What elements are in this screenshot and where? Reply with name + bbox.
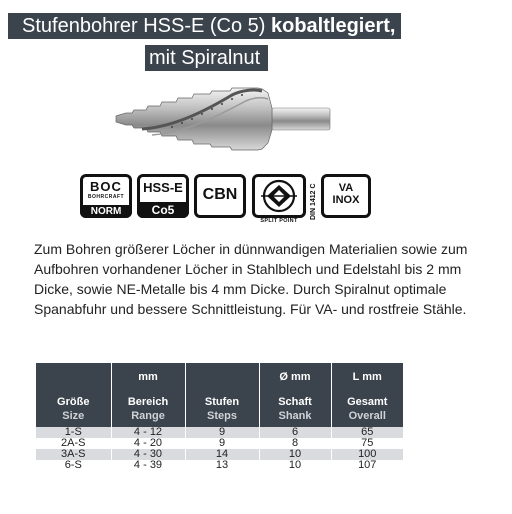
norm-text: NORM [80,205,132,218]
split-point-badge [252,174,306,218]
table-cell: 2A-S [36,438,111,449]
table-cell: 13 [185,460,259,471]
table-cell: 100 [331,449,403,460]
title-bold: kobaltlegiert, [271,15,396,37]
title-line-2: mit Spiralnut [145,45,268,71]
table-cell: 6 [259,427,331,438]
split-point-icon [255,177,303,215]
header-en: Shank [278,410,312,422]
table-cell: 75 [331,438,403,449]
unit-cell: L mm [331,363,403,391]
table-cell: 6-S [36,460,111,471]
table-cell: 10 [259,460,331,471]
table-row [36,460,403,471]
va-text: VA [338,182,354,194]
header-row [36,391,403,427]
title-line-1 [8,13,401,39]
header-overall [331,391,403,427]
product-description: Zum Bohren größerer Löcher in dünnwandigen Materialien sowie zum Aufbohren vorhandener Löcher in Stahlblech und Edelstahl bis 2 mm Dicke, sowie NE-Metalle bis 4 mm Dicke. Durch Spiralnut optimale Spanabfuhr und bessere Schnittleistung. Für VA- und rostfreie Stähle. [34,241,468,317]
header-steps [185,391,259,427]
din-1412c-label [308,176,318,220]
din-text: DIN 1412 C [310,183,317,220]
table-cell: 3A-S [36,449,111,460]
unit-cell [185,363,259,391]
spec-table [36,363,403,471]
unit-row [36,363,403,391]
hss-e-badge [137,174,189,218]
table-cell: 4 - 12 [111,427,185,438]
title-regular: Stufenbohrer HSS-E (Co 5) [22,15,271,37]
table-cell: 8 [259,438,331,449]
header-de: Bereich [127,396,169,408]
header-de: Größe [57,396,90,408]
table-cell: 4 - 30 [111,449,185,460]
inox-text: INOX [332,194,360,206]
va-inox-badge [321,174,371,218]
table-cell: 107 [331,460,403,471]
hss-e-text: HSS-E [143,180,183,195]
header-de: Schaft [278,396,312,408]
table-cell: 9 [185,427,259,438]
table-cell: 10 [259,449,331,460]
unit-cell: Ø mm [259,363,331,391]
boc-sub-text: BOHRCRAFT [87,194,125,200]
table-cell: 4 - 39 [111,460,185,471]
table-cell: 14 [185,449,259,460]
header-shank [259,391,331,427]
boc-logo-text: BOC [90,179,122,194]
header-en: Overall [348,410,386,422]
table-cell: 65 [331,427,403,438]
cbn-badge [194,174,246,218]
step-drill-image [112,83,332,155]
header-size [36,391,111,427]
table-cell: 4 - 20 [111,438,185,449]
feature-badges [80,174,380,232]
co5-text: Co5 [137,202,189,218]
table-cell: 1-S [36,427,111,438]
header-en: Size [62,410,85,422]
header-de: Stufen [204,396,240,408]
unit-cell: mm [111,363,185,391]
unit-cell [36,363,111,391]
table-cell: 9 [185,438,259,449]
header-en: Steps [207,410,237,422]
cbn-text: CBN [202,186,238,203]
split-point-caption: SPLIT POINT [260,218,298,224]
header-en: Range [131,410,165,422]
boc-norm-badge [80,174,132,218]
header-de: Gesamt [347,396,388,408]
header-range [111,391,185,427]
